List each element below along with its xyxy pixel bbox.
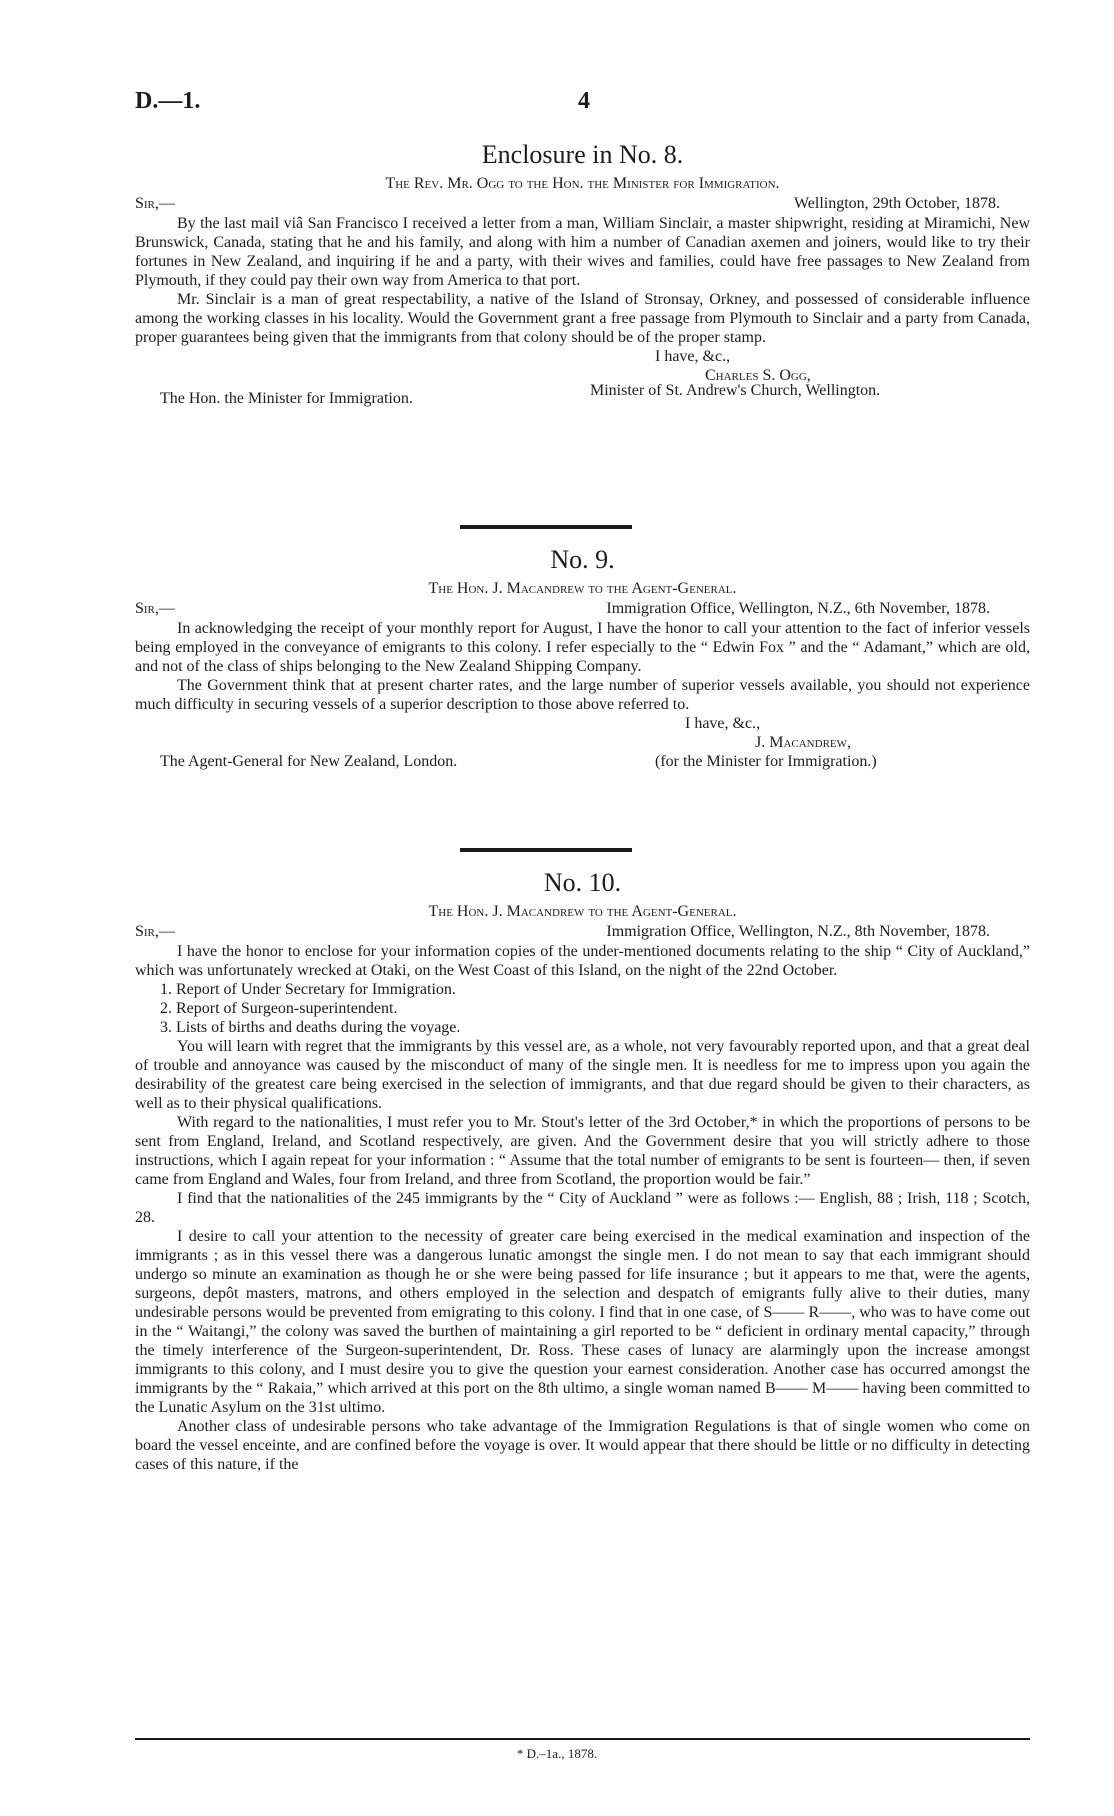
signature-line xyxy=(135,752,1030,772)
closing: I have, &c., xyxy=(655,348,731,365)
letter-heading: The Rev. Mr. Ogg to the Hon. the Minister for Immigration. xyxy=(385,175,780,192)
paragraph: I find that the nationalities of the 245 immigrants by the “ City of Auckland ” were as follows :— English, 88 ; Irish, 118 ; Scotch, 28. xyxy=(135,1190,1030,1226)
addressee: The Hon. the Minister for Immigration. xyxy=(160,390,413,407)
footnote-rule xyxy=(135,1738,1030,1740)
enclosure-list xyxy=(160,980,1030,1037)
paragraph: The Government think that at present charter rates, and the large number of superior vessels available, you should not experience much difficulty in securing vessels of a superior description to those above referred to. xyxy=(135,677,1030,713)
signer-title: Minister of St. Andrew's Church, Wellington. xyxy=(590,382,881,399)
paragraph: In acknowledging the receipt of your monthly report for August, I have the honor to call your attention to the fact of inferior vessels being employed in the conveyance of emigrants to this colony. I refer especially to the “ Edwin Fox ” and the “ Adamant,” which are old, and not of the class of ships belonging to the New Zealand Shipping Company. xyxy=(135,620,1030,675)
list-item: 2. Report of Surgeon-superintendent. xyxy=(160,1000,398,1017)
addressee: The Agent-General for New Zealand, London. xyxy=(160,753,458,770)
paragraph: I desire to call your attention to the necessity of greater care being exercised in the medical examination and inspection of the immigrants ; as in this vessel there was a dangerous lunatic amongst the single men. I do not mean to say that each immigrant should undergo so minute an examination as though he or she were being passed for life insurance ; but it appears to me that, were the agents, surgeons, depôt masters, matrons, and others employed in the selection and despatch of emigrants fully alive to their duties, many undesirable persons would be prevented from emigrating to this colony. I find that in one case, of S—— R——, who was to have come out in the “ Waitangi,” the colony was saved the burthen of maintaining a girl reported to be “ deficient in ordinary mental capacity,” through the timely interference of the Surgeon-superintendent, Dr. Ross. These cases of lunacy are alarmingly upon the increase amongst immigrants to this colony, and I must desire you to give the question your earnest consideration. Another case has occurred amongst the immigrants by the “ Rakaia,” which arrived at this port on the 8th ultimo, a single woman named B—— M—— having been committed to the Lunatic Asylum on the 31st ultimo. xyxy=(135,1228,1030,1416)
document-code: D.—1. xyxy=(135,88,201,114)
salutation: Sir,— xyxy=(135,923,175,940)
paragraph: Another class of undesirable persons who take advantage of the Immigration Regulations is that of single women who come on board the vessel enceinte, and are confined before the voyage is over. It would appear that there should be little or no difficulty in detecting cases of this nature, if the xyxy=(135,1418,1030,1473)
section-title: Enclosure in No. 8. xyxy=(481,140,684,169)
section-divider xyxy=(460,848,632,852)
letter-heading: The Hon. J. Macandrew to the Agent-General. xyxy=(428,903,737,920)
enclosure-8 xyxy=(135,140,1030,405)
paragraph: I have the honor to enclose for your information copies of the under-mentioned documents relating to the ship “ City of Auckland,” which was unfortunately wrecked at Otaki, on the West Coast of this Island, on the night of the 22nd October. xyxy=(135,943,1030,979)
page-number: 4 xyxy=(578,88,590,114)
section-title: No. 10. xyxy=(543,868,622,897)
paragraph: You will learn with regret that the immigrants by this vessel are, as a whole, not very favourably reported upon, and that a great deal of trouble and annoyance was caused by the misconduct of many of the single men. It is needless for me to impress upon you again the desirability of the greatest care being exercised in the selection of immigrants, and that due regard should be given to their characters, as well as to their physical qualifications. xyxy=(135,1038,1030,1112)
letter-heading: The Hon. J. Macandrew to the Agent-General. xyxy=(428,580,737,597)
list-item: 3. Lists of births and deaths during the voyage. xyxy=(160,1019,461,1036)
salutation-line xyxy=(135,599,1030,619)
signer-name: Charles S. Ogg, xyxy=(705,367,811,384)
place-date: Wellington, 29th October, 1878. xyxy=(793,195,1000,212)
salutation-line xyxy=(135,194,1030,214)
footnote: * D.–1a., 1878. xyxy=(516,1746,598,1761)
closing: I have, &c., xyxy=(685,715,761,732)
signature-line xyxy=(135,382,1030,407)
place-date: Immigration Office, Wellington, N.Z., 6th November, 1878. xyxy=(606,600,990,617)
section-divider xyxy=(460,525,632,529)
paragraph: With regard to the nationalities, I must refer you to Mr. Stout's letter of the 3rd October,* in which the proportions of persons to be sent from England, Ireland, and Scotland respectively, are given. And the Government desire that you will strictly adhere to those instructions, which I again repeat for your information : “ Assume that the total number of emigrants to be sent is fourteen— then, if seven came from England and Wales, four from Ireland, and three from Scotland, the proportion would be fair.” xyxy=(135,1114,1030,1188)
paragraph: By the last mail viâ San Francisco I received a letter from a man, William Sinclair, a master shipwright, residing at Miramichi, New Brunswick, Canada, stating that he and his family, and along with him a number of Canadian axemen and joiners, would like to try their fortunes in New Zealand, and inquiring if he and a party, with their wives and families, could have free passages to New Zealand from Plymouth, if they could pay their own way from America to that port. xyxy=(135,215,1030,289)
salutation: Sir,— xyxy=(135,195,175,212)
place-date: Immigration Office, Wellington, N.Z., 8th November, 1878. xyxy=(606,923,990,940)
section-title: No. 9. xyxy=(550,545,615,574)
list-item: 1. Report of Under Secretary for Immigration. xyxy=(160,981,456,998)
paragraph: Mr. Sinclair is a man of great respectability, a native of the Island of Stronsay, Orkney, and possessed of considerable influence among the working classes in his locality. Would the Government grant a free passage from Plymouth to Sinclair and a party from Canada, proper guarantees being given that the immigrants from that colony should be of the proper stamp. xyxy=(135,291,1030,346)
signer-name: J. Macandrew, xyxy=(755,734,852,751)
salutation-line xyxy=(135,922,1030,942)
letter-no-9 xyxy=(135,545,1030,772)
signer-title: (for the Minister for Immigration.) xyxy=(655,753,877,770)
page-header xyxy=(135,88,984,118)
letter-no-10 xyxy=(135,868,1030,1474)
salutation: Sir,— xyxy=(135,600,175,617)
